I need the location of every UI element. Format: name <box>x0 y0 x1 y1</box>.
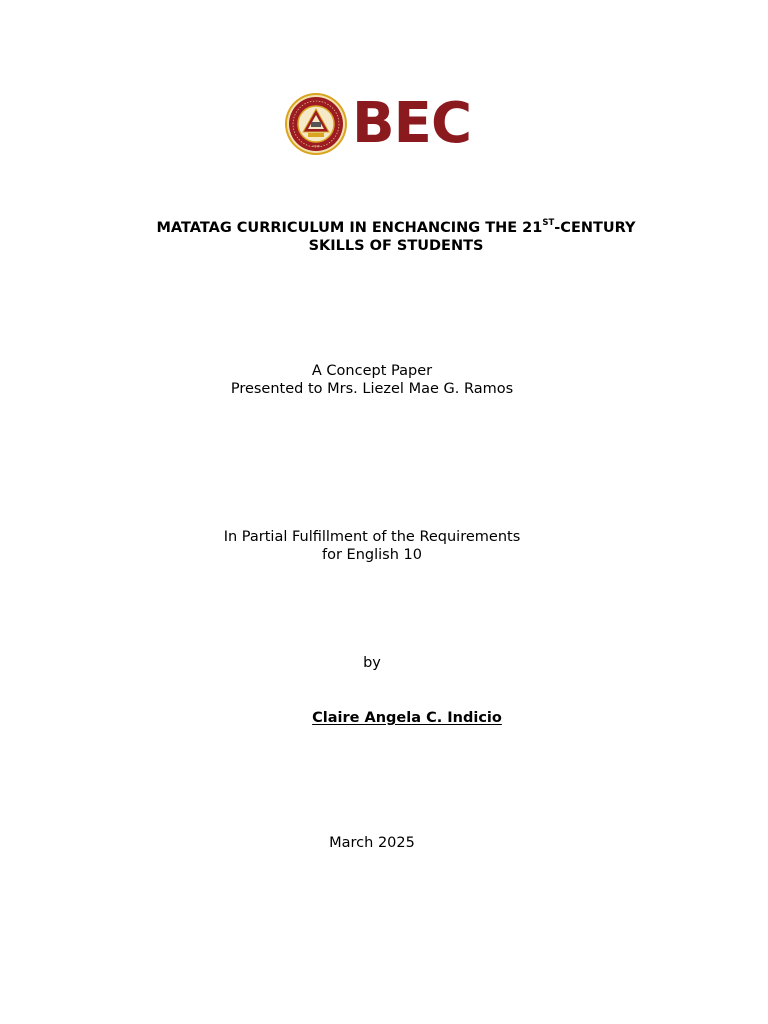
fulfillment-block <box>0 528 744 564</box>
logo-wordmark: BEC <box>352 91 472 156</box>
presented-to-line: Presented to Mrs. Liezel Mae G. Ramos <box>230 381 514 397</box>
by-label: by <box>363 655 381 671</box>
title-superscript: ST <box>542 218 555 229</box>
paper-title <box>0 219 768 255</box>
school-seal-icon <box>284 92 348 156</box>
submission-date: March 2025 <box>329 835 415 851</box>
school-logo <box>284 92 489 158</box>
concept-paper-label: A Concept Paper <box>311 363 433 379</box>
title-line-1-text: MATATAG CURRICULUM IN ENCHANCING THE 21 <box>156 220 543 236</box>
seal-year-text: 1946 <box>312 144 320 148</box>
fulfillment-line-2: for English 10 <box>322 547 422 563</box>
author-name-text: Claire Angela C. Indicio <box>312 710 502 726</box>
author-name <box>0 709 768 727</box>
title-line-2: SKILLS OF STUDENTS <box>308 238 484 254</box>
title-line-1-suffix: -CENTURY <box>554 220 636 236</box>
concept-paper-block <box>0 362 744 398</box>
fulfillment-line-1: In Partial Fulfillment of the Requirements <box>223 529 521 545</box>
title-line-1 <box>0 219 768 237</box>
